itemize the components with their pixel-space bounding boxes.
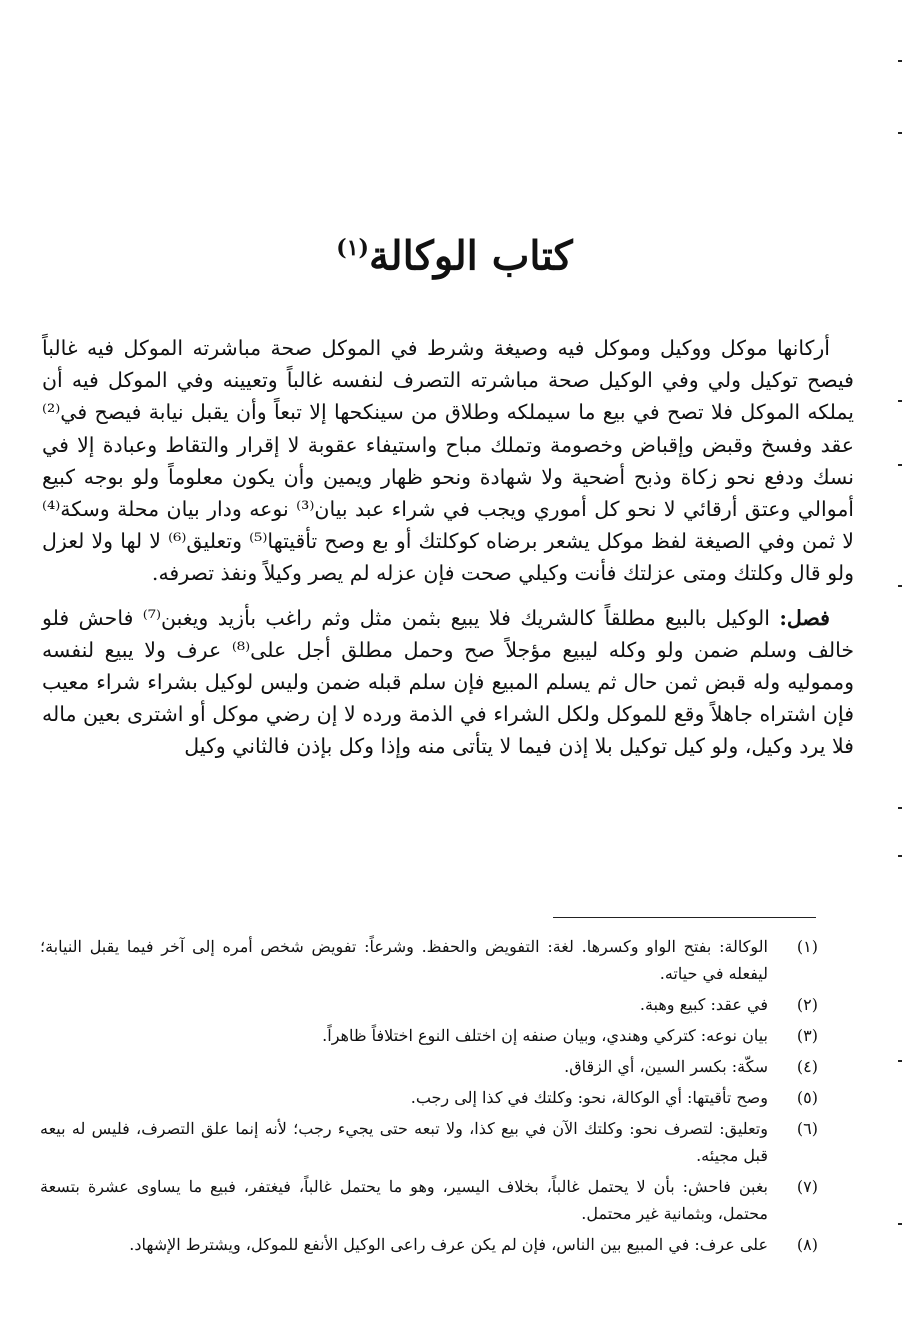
footnote-separator (553, 917, 816, 918)
scan-speck (898, 1060, 902, 1062)
scan-speck (898, 855, 902, 857)
paragraph-text: الوكيل بالبيع مطلقاً كالشريك فلا يبيع بثمن مثل وثم راغب بأزيد ويغبن⁽⁷⁾ فاحش فلو خالف وسلم ضمن ولو وكله ليبيع مؤجلاً صح وحمل مطلق أجل على⁽⁸⁾ عرف ولا يبيع لنفسه ومموليه وله قبض ثمن حال ثم يسلم المبيع فإن سلم قبله ضمن وليس لوكيل بشراء شراء معيب فإن اشتراه جاهلاً وقع للموكل ولكل الشراء في الذمة ورده لا إن رضي موكل أو اشترى بعين ماله فلا يرد وكيل، ولو كيل توكيل بلا إذن فيما لا يتأتى منه وإذا وكل بإذن فالثاني وكيل (42, 605, 854, 759)
scan-speck (898, 585, 902, 587)
footnote-number: (١) (796, 937, 818, 956)
scan-speck (898, 1223, 902, 1225)
footnote-item (40, 1115, 818, 1169)
footnote-text: على عرف: في المبيع بين الناس، فإن لم يكن عرف راعى الوكيل الأنفع للموكل، ويشترط الإشهاد. (129, 1235, 768, 1254)
paragraph-text: أركانها موكل ووكيل وموكل فيه وصيغة وشرط في الموكل صحة مباشرته الموكل فيه غالباً فيصح توكيل ولي وفي الوكيل صحة مباشرته التصرف لنفسه غالباً وتعيينه وفي الموكل فيه أن يملكه الموكل فلا تصح في بيع ما سيملكه وطلاق من سينكحها إلا تبعاً وأن يقبل نيابة فيصح في⁽²⁾ عقد وفسخ وقبض وإقباض وخصومة وتملك مباح واستيفاء عقوبة لا إقرار والتقاط وعبادة إلا في نسك ودفع نحو زكاة وذبح أضحية ولا شهادة ونحو ظهار ويمين وأن يكون معلوماً ولو بوجه كبيع أموالي وعتق أرقائي لا نحو كل أموري ويجب في شراء عبد بيان⁽³⁾ نوعه ودار بيان محلة وسكة⁽⁴⁾ لا ثمن وفي الصيغة لفظ موكل يشعر برضاه كوكلتك أو بع وصح تأقيتها⁽⁵⁾ وتعليق⁽⁶⁾ لا لها ولا لعزل ولو قال وكلتك ومتى عزلتك فأنت وكيلي صحت فإن عزله لم يصر وكيلاً ونفذ تصرفه. (42, 336, 854, 586)
footnote-text: في عقد: كبيع وهبة. (639, 995, 768, 1014)
footnote-item (40, 1231, 818, 1258)
footnotes (40, 933, 818, 1262)
footnote-number: (٨) (796, 1235, 818, 1254)
footnote-number: (٣) (796, 1026, 818, 1045)
footnote-text: وصح تأقيتها: أي الوكالة، نحو: وكلتك في كذا إلى رجب. (410, 1088, 768, 1107)
paragraph-fasl (42, 602, 854, 763)
footnote-item (40, 1053, 818, 1080)
footnote-item (40, 1173, 818, 1227)
footnote-number: (٧) (796, 1177, 818, 1196)
section-heading: فصل: (779, 605, 830, 630)
scan-speck (898, 807, 902, 809)
footnote-item (40, 1022, 818, 1049)
chapter-title-text: كتاب الوكالة (368, 232, 573, 280)
scan-speck (898, 400, 902, 402)
footnote-number: (٥) (796, 1088, 818, 1107)
scan-speck (898, 132, 902, 134)
footnote-number: (٦) (796, 1119, 818, 1138)
footnote-number: (٤) (796, 1057, 818, 1076)
chapter-title-footnote-ref: (١) (336, 235, 369, 261)
footnote-text: الوكالة: بفتح الواو وكسرها. لغة: التفويض والحفظ. وشرعاً: تفويض شخص أمره إلى آخر فيما يقبل النيابة؛ ليفعله في حياته. (40, 937, 768, 983)
main-text (42, 332, 854, 763)
footnote-item (40, 933, 818, 987)
scan-speck (898, 464, 902, 466)
footnote-text: بغبن فاحش: بأن لا يحتمل غالباً، بخلاف اليسير، وهو ما يحتمل غالباً، فيغتفر، فبيع ما يساوى عشرة بتسعة محتمل، وبثمانية غير محتمل. (40, 1177, 768, 1223)
footnote-item (40, 1084, 818, 1111)
footnote-number: (٢) (796, 995, 818, 1014)
footnote-item (40, 991, 818, 1018)
scan-speck (898, 60, 902, 62)
chapter-title (0, 218, 909, 286)
paragraph-pillars (42, 332, 854, 590)
footnote-text: وتعليق: لتصرف نحو: وكلتك الآن في بيع كذا، ولا تبعه حتى يجيء رجب؛ لأنه إنما علق التصرف، فليس له بيعه قبل مجيئه. (40, 1119, 768, 1165)
footnote-text: سكّة: بكسر السين، أي الزقاق. (564, 1057, 768, 1076)
footnote-text: بيان نوعه: كتركي وهندي، وبيان صنفه إن اختلف النوع اختلافاً ظاهراً. (322, 1026, 768, 1045)
